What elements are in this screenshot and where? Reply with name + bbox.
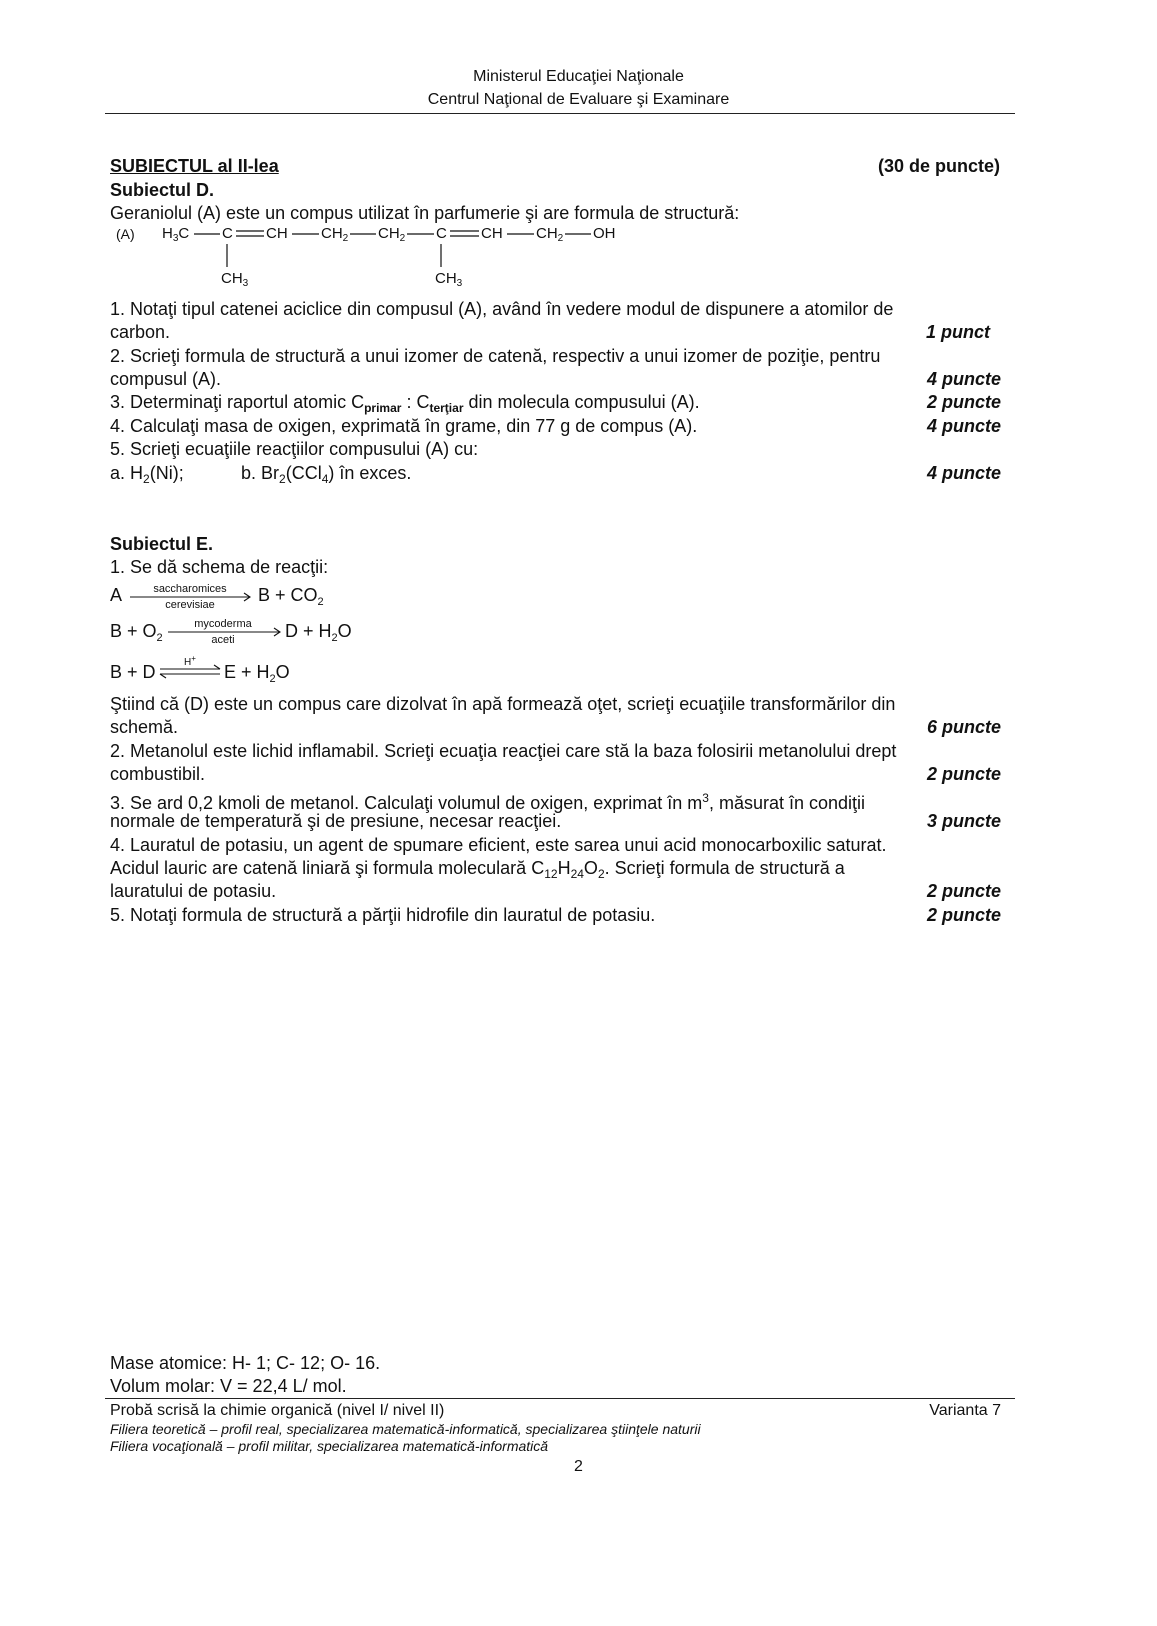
r2-right: $D + H_2O$: [285, 621, 352, 644]
e-q3-points: 3 puncte: [926, 811, 1001, 831]
r2-above: mycoderma: [194, 618, 252, 630]
methyl-2: $CH_3$: [435, 270, 463, 289]
footer-variant: Varianta 7: [929, 1402, 1001, 1419]
section-e-title: Subiectul E.: [110, 534, 214, 554]
e-q2-line1: 2. Metanolul este lichid inflamabil. Scrieţi ecuaţia reacţiei care stă la baza folosirii metanolului drept: [110, 741, 897, 761]
d-q5-points: 4 puncte: [926, 463, 1001, 483]
page-number: 2: [574, 1458, 583, 1475]
header-ministry: Ministerul Educaţiei Naţionale: [473, 68, 684, 85]
atom-c4: $CH_2$: [321, 225, 349, 244]
atom-c6: C: [436, 225, 447, 242]
d-q3: 3. Determinaţi raportul atomic $C_{primar}$ : $C_{terţiar}$ din molecula compusului (A).: [110, 392, 700, 415]
methyl-1: $CH_3$: [221, 270, 249, 289]
header-center: Centrul Naţional de Evaluare şi Examinare: [427, 91, 730, 108]
r1-above: saccharomices: [153, 583, 227, 595]
e-q4-points: 2 puncte: [926, 881, 1001, 901]
footer-filiera-1: Filiera teoretică – profil real, specializarea matematică-informatică, specializarea ştiinţele naturii: [110, 1421, 701, 1437]
r1-right: $B + CO_2$: [258, 585, 324, 608]
d-q3-points: 2 puncte: [926, 392, 1001, 412]
atom-c8: $CH_2$: [536, 225, 564, 244]
e-q4-line2: Acidul lauric are catenă liniară şi formula moleculară $C_{12}H_{24}O_2$. Scrieţi formula de structură a: [110, 858, 845, 881]
e-q5-points: 2 puncte: [926, 905, 1001, 925]
r2-below: aceti: [211, 634, 235, 646]
e-q2-line2: combustibil.: [110, 764, 206, 784]
reaction-arrows: [0, 0, 1157, 700]
e-q4-line3: lauratului de potasiu.: [110, 881, 277, 901]
atom-c5: $CH_2$: [378, 225, 406, 244]
molar-volume: Volum molar: V = 22,4 L/ mol.: [110, 1376, 347, 1396]
footer-filiera-2: Filiera vocaţională – profil militar, specializarea matematică-informatică: [110, 1438, 549, 1454]
d-q4-points: 4 puncte: [926, 416, 1001, 436]
footer-rule: [105, 1398, 1015, 1399]
d-q2-line2: compusul (A).: [110, 369, 222, 389]
subject-points: (30 de puncte): [877, 156, 1000, 176]
e-q2-points: 2 puncte: [926, 764, 1001, 784]
d-q2-line1: 2. Scrieţi formula de structură a unui izomer de catenă, respectiv a unui izomer de poziţie, pentru: [110, 346, 881, 366]
atom-c7: CH: [481, 225, 503, 242]
r1-left: A: [110, 585, 123, 605]
r2-left: $B + O_2$: [110, 621, 163, 644]
atom-c1: $H_3C$: [162, 225, 190, 244]
footer-title: Probă scrisă la chimie organică (nivel I/ nivel II): [110, 1402, 445, 1419]
d-q1-line2: carbon.: [110, 322, 171, 342]
r3-right: $E + H_2O$: [224, 662, 290, 685]
section-d-intro: Geraniolul (A) este un compus utilizat în parfumerie şi are formula de structură:: [110, 203, 740, 223]
e-q1-line1: Ştiind că (D) este un compus care dizolvat în apă formează oţet, scrieţi ecuaţiile transformărilor din: [110, 694, 896, 714]
r1-below: cerevisiae: [165, 599, 215, 611]
d-q4: 4. Calculaţi masa de oxigen, exprimată în grame, din 77 g de compus (A).: [110, 416, 698, 436]
d-q1-line1: 1. Notaţi tipul catenei aciclice din compusul (A), având în vedere modul de dispunere a atomilor de: [110, 299, 894, 319]
d-q5-a: a. $H_2(Ni)$;: [110, 463, 184, 486]
e-q1: 1. Se dă schema de reacţii:: [110, 557, 329, 577]
d-q1-points: 1 punct: [925, 322, 990, 342]
subject-title: SUBIECTUL al II-lea: [110, 156, 279, 176]
e-q3-line2: normale de temperatură şi de presiune, necesar reacţiei.: [110, 811, 562, 831]
d-q5: 5. Scrieţi ecuaţiile reacţiilor compusului (A) cu:: [110, 439, 479, 459]
section-d-title: Subiectul D.: [110, 180, 215, 200]
formula-label: (A): [116, 226, 135, 242]
e-q1-points: 6 puncte: [926, 717, 1001, 737]
e-q1-line2: schemă.: [110, 717, 179, 737]
d-q2-points: 4 puncte: [926, 369, 1001, 389]
r3-above: H+: [184, 654, 196, 668]
e-q4-line1: 4. Lauratul de potasiu, un agent de spumare eficient, este sarea unui acid monocarboxilic saturat.: [110, 835, 887, 855]
e-q5: 5. Notaţi formula de structură a părţii hidrofile din lauratul de potasiu.: [110, 905, 656, 925]
d-q5-b: b. $Br_2(CCl_4)$ în exces.: [241, 463, 412, 486]
atom-oh: OH: [593, 225, 616, 242]
atom-c3: CH: [266, 225, 288, 242]
r3-left: B + D: [110, 662, 156, 682]
atomic-masses: Mase atomice: H- 1; C- 12; O- 16.: [110, 1353, 381, 1373]
atom-c2: C: [222, 225, 233, 242]
e-q3-line1: 3. Se ard 0,2 kmoli de metanol. Calculaţi volumul de oxigen, exprimat în $m^3$, măsurat în condiţii: [110, 791, 866, 813]
